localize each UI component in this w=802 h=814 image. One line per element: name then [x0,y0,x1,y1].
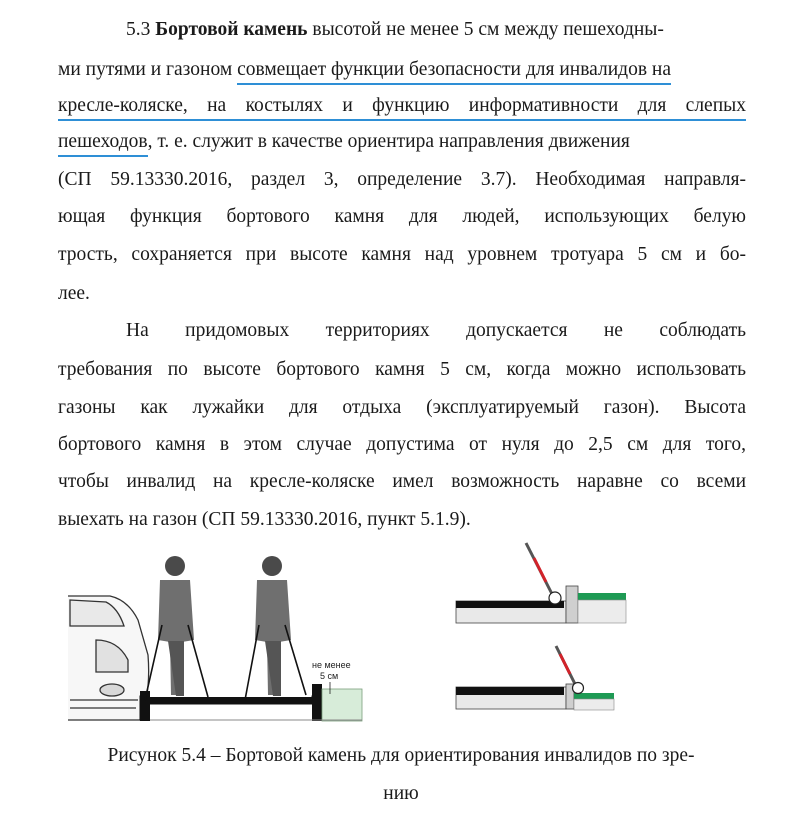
paragraph-1-line-3 [58,93,746,119]
figure-caption-line-2: нию [383,783,419,804]
paragraph-1-line-1 [126,17,746,43]
section-number: 5.3 [126,19,151,40]
height-marker [312,660,351,694]
highlighted-text: совмещает функции безопасности для инвалидов на [237,59,671,85]
paragraph-1-line-2 [58,57,746,83]
car-illustration [68,596,149,720]
paragraph-1-line-6: ющая функция бортового камня для людей, использующих белую [58,206,746,227]
paragraph-1-line-7: трость, сохраняется при высоте камня над уровнем тротуара 5 см и бо- [58,244,746,265]
height-label-line-2: 5 см [320,671,339,681]
curb-diagram-high [456,543,626,623]
figure-caption-line-1: Рисунок 5.4 – Бортовой камень для ориентирования инвалидов по зре- [107,745,695,766]
paragraph-1-line-5: (СП 59.13330.2016, раздел 3, определение 3.7). Необходимая направля- [58,169,746,190]
highlighted-text: пешеходов [58,131,148,157]
paragraph-2-line-4: бортового камня в этом случае допустима от нуля до 2,5 см для того, [58,434,746,455]
paragraph-1-line-4 [58,129,746,155]
text-span: высотой не менее 5 см между пешеходны- [312,19,664,40]
paragraph-2-line-3: газоны как лужайки для отдыха (эксплуатируемый газон). Высота [58,397,746,418]
paragraph-2-line-1: На придомовых территориях допускается не соблюдать [126,320,746,341]
term-bold: Бортовой камень [155,19,308,40]
paragraph-2-line-6: выехать на газон (СП 59.13330.2016, пункт 5.1.9). [58,509,471,530]
paragraph-2-line-5: чтобы инвалид на кресле-коляске имел возможность наравне со всеми [58,471,746,492]
highlighted-text: кресле-коляске, на костылях и функцию информативности для слепых [58,95,746,121]
text-span: , т. е. служит в качестве ориентира направления движения [147,131,630,152]
curb-diagram-low [456,646,614,710]
pedestrian-left [145,556,208,700]
text-span: ми путями и газоном [58,59,233,80]
pedestrian-right [245,556,306,700]
ground-profile [140,684,362,721]
paragraph-1-line-8: лее. [58,283,90,304]
height-label-line-1: не менее [312,660,351,670]
paragraph-2-line-2: требования по высоте бортового камня 5 см, когда можно использовать [58,359,746,380]
